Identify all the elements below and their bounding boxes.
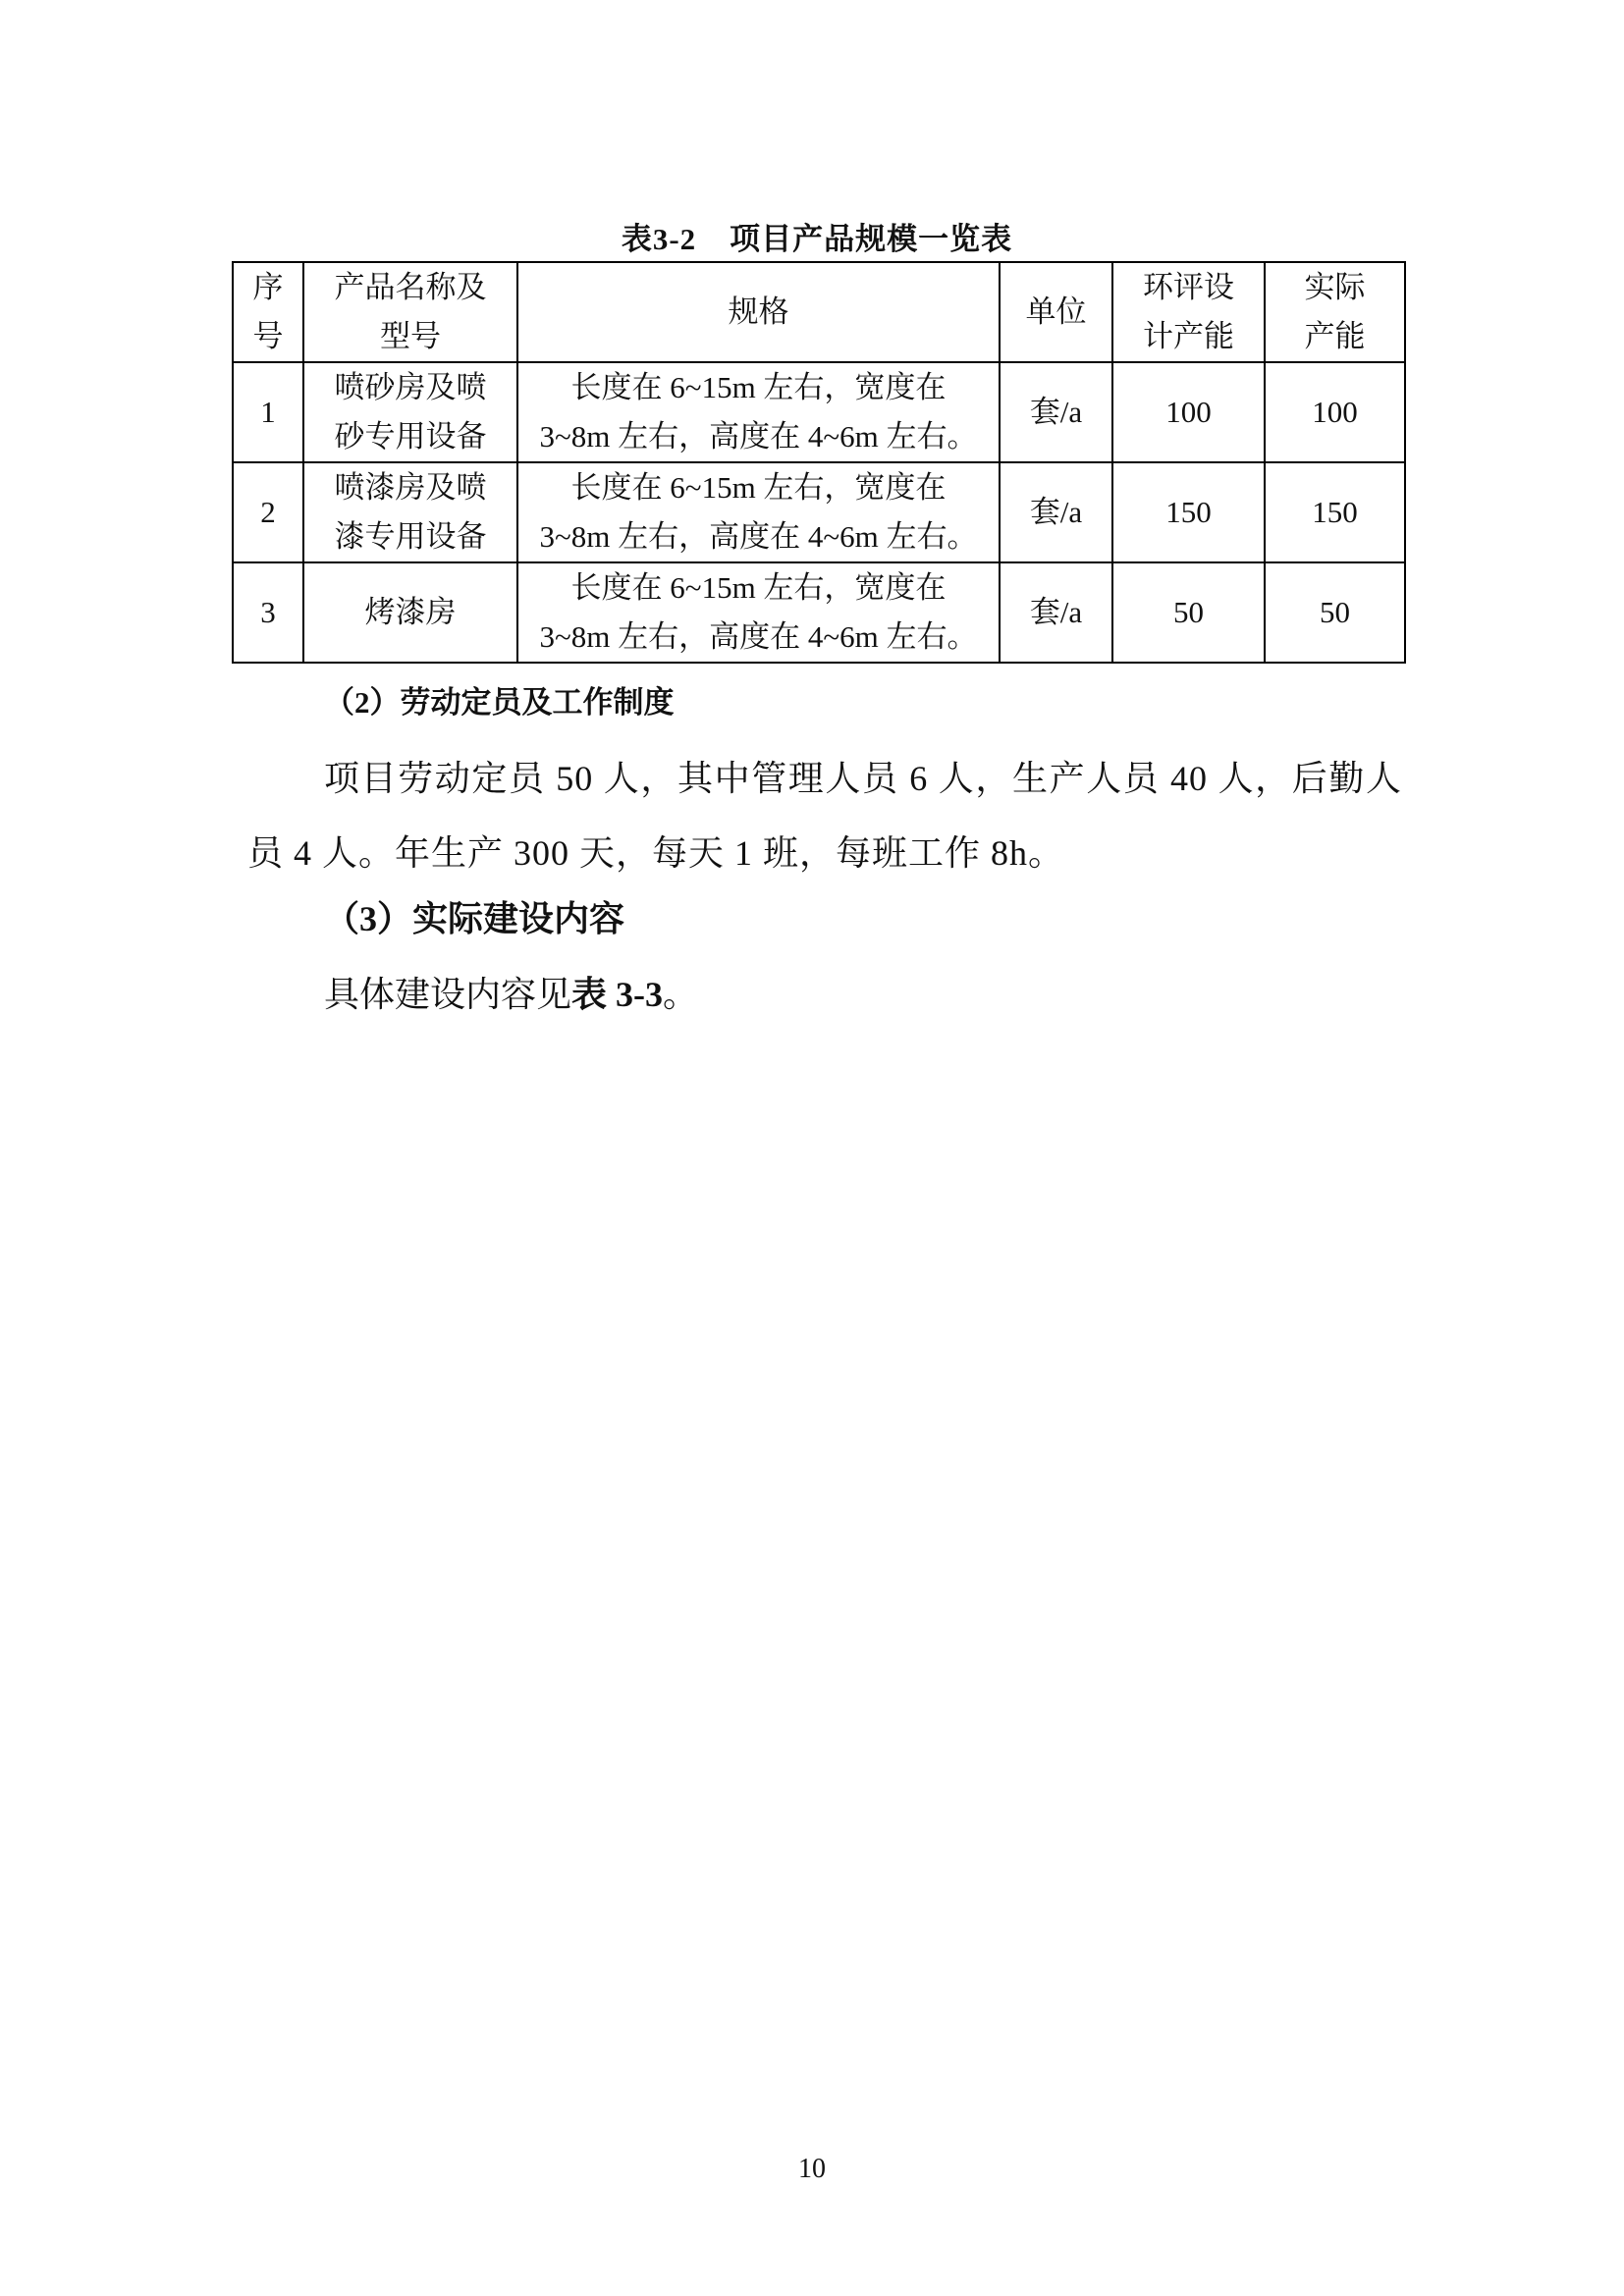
table-caption [232, 214, 1402, 258]
table-row [233, 562, 1405, 663]
cell-design-capacity: 100 [1112, 362, 1265, 462]
cell-design-capacity: 50 [1112, 562, 1265, 663]
cell-spec: 长度在 6~15m 左右，宽度在 3~8m 左右，高度在 4~6m 左右。 [517, 562, 1000, 663]
reference-table-link: 表 3-3 [571, 975, 664, 1014]
cell-design-capacity: 150 [1112, 462, 1265, 562]
cell-product-name: 烤漆房 [303, 562, 517, 663]
page-number: 10 [798, 2154, 826, 2184]
construction-reference [324, 967, 698, 1017]
cell-seq: 2 [233, 462, 303, 562]
staffing-paragraph: 项目劳动定员 50 人，其中管理人员 6 人，生产人员 40 人，后勤人员 4 人。年生产 300 天，每天 1 班，每班工作 8h。 [247, 759, 1402, 873]
cell-seq: 3 [233, 562, 303, 663]
table-header-row [233, 262, 1405, 362]
cell-seq: 1 [233, 362, 303, 462]
cell-product-name: 喷漆房及喷 漆专用设备 [303, 462, 517, 562]
section-heading-staffing: （2）劳动定员及工作制度 [324, 685, 675, 720]
table-caption-number: 表3-2 [621, 222, 697, 256]
header-product-name: 产品名称及 型号 [303, 262, 517, 362]
reference-prefix: 具体建设内容见 [324, 975, 572, 1014]
cell-product-name: 喷砂房及喷 砂专用设备 [303, 362, 517, 462]
header-design-capacity: 环评设 计产能 [1112, 262, 1265, 362]
product-scale-table [232, 261, 1406, 664]
table-row [233, 362, 1405, 462]
cell-actual-capacity: 150 [1265, 462, 1405, 562]
section-heading-construction: （3）实际建设内容 [324, 899, 625, 938]
header-spec: 规格 [517, 262, 1000, 362]
reference-suffix: 。 [663, 975, 699, 1014]
table-row [233, 462, 1405, 562]
header-seq: 序 号 [233, 262, 303, 362]
header-actual-capacity: 实际 产能 [1265, 262, 1405, 362]
cell-spec: 长度在 6~15m 左右，宽度在 3~8m 左右，高度在 4~6m 左右。 [517, 462, 1000, 562]
header-unit: 单位 [1000, 262, 1112, 362]
table-caption-title: 项目产品规模一览表 [730, 222, 1013, 256]
cell-unit: 套/a [1000, 362, 1112, 462]
cell-unit: 套/a [1000, 462, 1112, 562]
cell-spec: 长度在 6~15m 左右，宽度在 3~8m 左右，高度在 4~6m 左右。 [517, 362, 1000, 462]
cell-actual-capacity: 100 [1265, 362, 1405, 462]
cell-unit: 套/a [1000, 562, 1112, 663]
cell-actual-capacity: 50 [1265, 562, 1405, 663]
